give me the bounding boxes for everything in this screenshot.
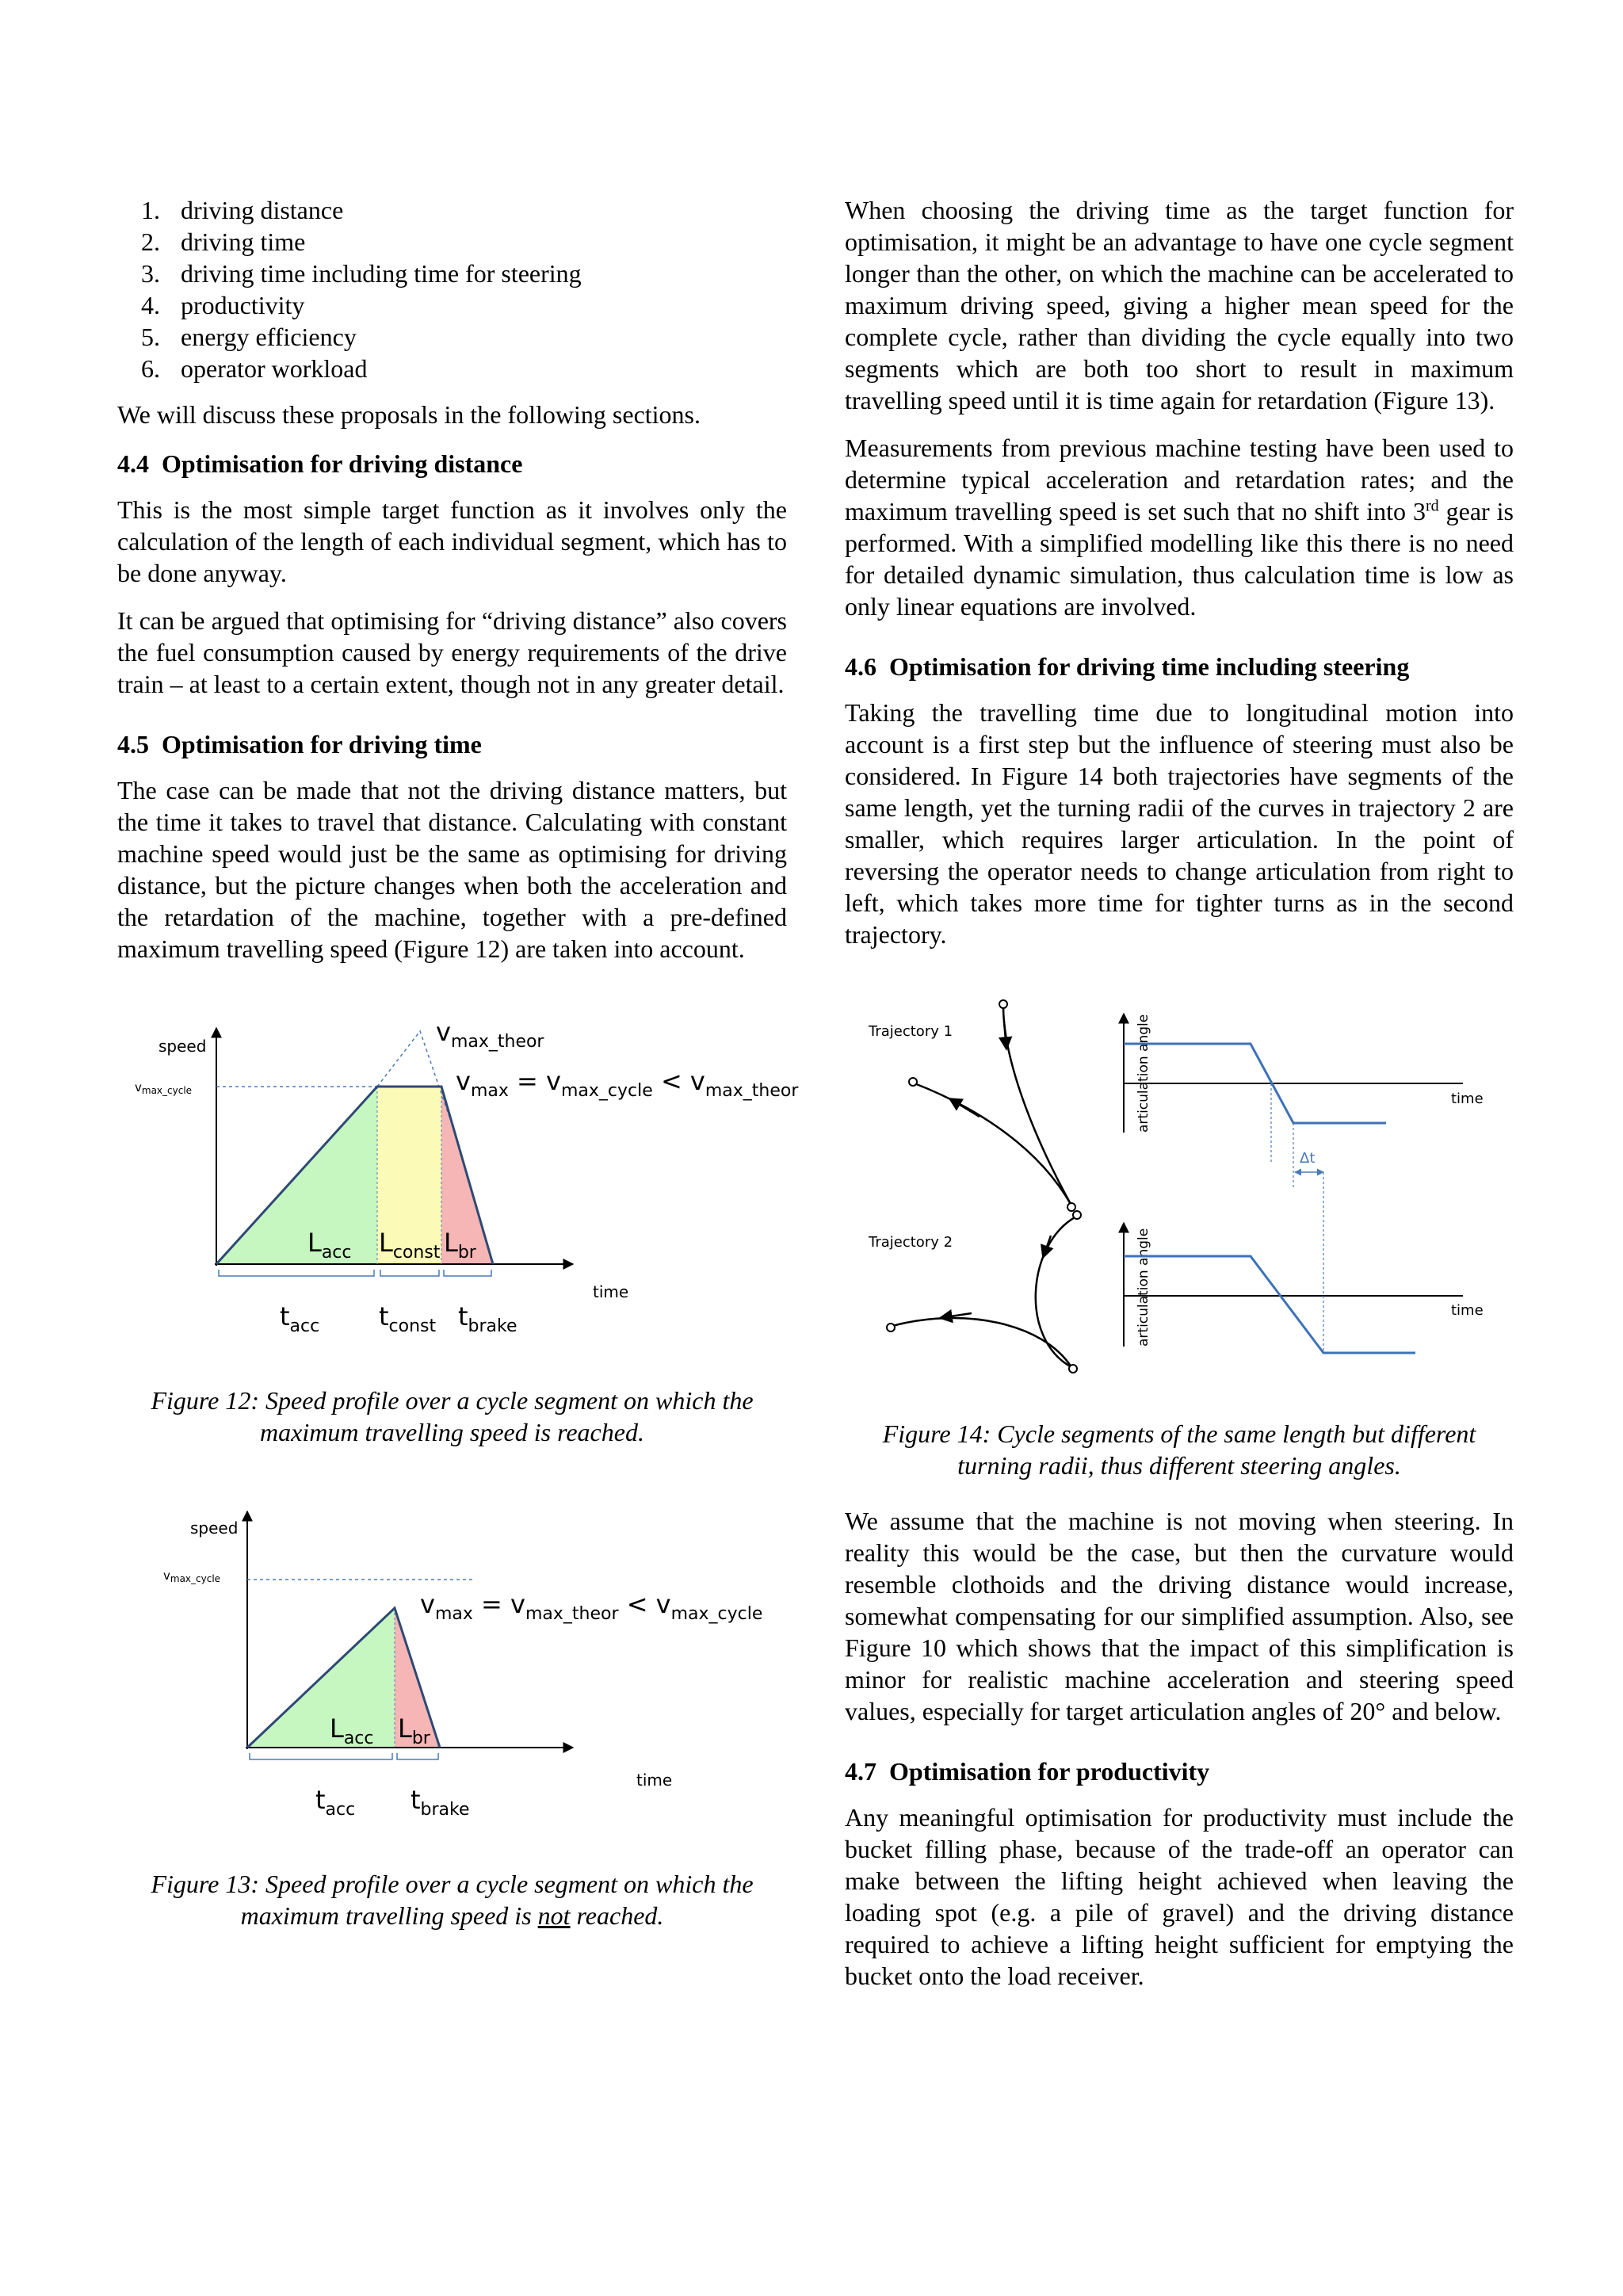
vmax-equation: $v_{max} = v_{max\_cycle} < v_{max\_theor}$ [456, 1066, 799, 1101]
list-item: 6. operator workload [166, 353, 787, 384]
brace-brake [397, 1753, 438, 1759]
paragraph: This is the most simple target function as it involves only the calculation of the length of each individual segment, which has to be done anyway. [117, 495, 787, 587]
figure-12-caption: Figure 12: Speed profile over a cycle segment on which the maximum travelling speed is reached. [151, 1386, 754, 1446]
vmax-equation: $v_{max} = v_{max\_theor} < v_{max\_cycle}$ [420, 1589, 763, 1624]
list-item: 4. productivity [166, 289, 787, 321]
vmax-theor-label: $v_{max\_theor}$ [436, 1017, 544, 1052]
t-brake-label: $t_{brake}$ [411, 1785, 470, 1820]
trajectory-2-label: Trajectory 2 [869, 1234, 953, 1251]
brace-brake [444, 1270, 491, 1276]
trajectory-2-curve-b [892, 1318, 1071, 1367]
x-axis-label: time [593, 1282, 629, 1301]
figure-13-caption [117, 1868, 787, 1931]
chart-2-articulation-line [1124, 1256, 1415, 1353]
brace-acc [250, 1753, 392, 1759]
L-br-label: $L_{br}$ [398, 1713, 430, 1748]
L-const-label: $L_{const}$ [379, 1228, 441, 1263]
t-const-label: $t_{const}$ [379, 1301, 437, 1336]
L-br-label: $L_{br}$ [444, 1228, 476, 1263]
trajectory-1-curve-a [1003, 1006, 1071, 1205]
y-axis-label: speed [158, 1037, 207, 1056]
trajectory-2-curve-a [1036, 1217, 1076, 1367]
text-part: Measurements from previous machine testing have been used to determine typical acceleration and retardation rates; and the maximum travelling speed is set such that no shift into 3 [845, 434, 1514, 525]
section-number: 4.5 [117, 730, 149, 758]
list-item: 3. driving time including time for steering [166, 258, 787, 289]
proposal-list [117, 194, 787, 384]
text-part: gear is performed. With a simplified modelling like this there is no need for detailed dynamic simulation, thus calculation time is low as only linear equations are involved. [845, 497, 1514, 621]
trajectory-2-end [887, 1324, 895, 1331]
chart-1-x-label: time [1451, 1091, 1484, 1107]
trajectory-1-arrow-b [949, 1098, 980, 1117]
section-heading-4-7 [845, 1755, 1514, 1787]
t-acc-label: $t_{acc}$ [315, 1785, 356, 1820]
paragraph: The case can be made that not the driving distance matters, but the time it takes to travel that distance. Calculating with constant machine speed would just be the same as optimising for driving distance, but the picture changes when both the acceleration and the retardation of the machine, together with a pre-defined maximum travelling speed (Figure 12) are taken into account. [117, 776, 787, 963]
section-title: Optimisation for productivity [889, 1757, 1210, 1786]
list-item: 2. driving time [166, 226, 787, 258]
y-axis-label: speed [190, 1519, 239, 1538]
vmax-cycle-label: $v_{max\_cycle}$ [135, 1080, 193, 1096]
trajectory-1-arrow-a [1004, 1022, 1006, 1049]
brace-acc [219, 1270, 374, 1276]
paragraph: When choosing the driving time as the target function for optimisation, it might be an advantage to have one cycle segment longer than the other, on which the machine can be accelerated to maximum driving speed, giving a higher mean speed for the complete cycle, rather than dividing the cycle equally into two segments which are both too short to result in maximum travelling speed until it is time again for retardation (Figure 13). [845, 196, 1514, 415]
section-number: 4.4 [117, 449, 149, 478]
section-title: Optimisation for driving distance [162, 449, 523, 478]
trajectory-1-curve-b [915, 1083, 1071, 1205]
right-column [845, 194, 1514, 2008]
section-number: 4.6 [845, 652, 876, 681]
trajectory-1-reverse-point [1067, 1203, 1075, 1211]
chart-2-y-label: articulation angle [1136, 1228, 1151, 1347]
trajectory-1-end [909, 1078, 917, 1086]
section-title: Optimisation for driving time [162, 730, 482, 758]
trajectory-2-start [1073, 1211, 1081, 1219]
figure-12-speed-profile [117, 996, 799, 1369]
chart-1-y-label: articulation angle [1136, 1014, 1151, 1133]
section-heading-4-5 [117, 728, 787, 760]
section-title: Optimisation for driving time including steering [889, 652, 1410, 681]
trajectory-1-start [999, 1000, 1007, 1008]
list-item: 5. energy efficiency [166, 321, 787, 353]
figure-14-trajectories [845, 982, 1514, 1402]
L-acc-label: $L_{acc}$ [307, 1228, 352, 1263]
intro-paragraph: We will discuss these proposals in the following sections. [117, 400, 701, 429]
paragraph: Taking the travelling time due to longitudinal motion into account is a first step but the influence of steering must also be considered. In Figure 14 both trajectories have segments of the same length, yet the turning radii of the curves in trajectory 2 are smaller, which requires larger articulation. In the point of reversing the operator needs to change articulation from right to left, which takes more time for tighter turns as in the second trajectory. [845, 698, 1514, 949]
trajectory-2-arrow-a [1043, 1236, 1051, 1258]
caption-part: Figure 13: Speed profile over a cycle segment on which the maximum travelling speed is [151, 1870, 754, 1930]
vmax-cycle-label: $v_{max\_cycle}$ [163, 1568, 221, 1584]
list-item: 1. driving distance [166, 194, 787, 226]
L-acc-label: $L_{acc}$ [330, 1713, 374, 1748]
trajectory-2-reverse-point [1069, 1365, 1077, 1373]
chart-2-x-label: time [1451, 1302, 1484, 1319]
paragraph: Any meaningful optimisation for productivity must include the bucket filling phase, because of the trade-off an operator can make between the lifting height achieved when leaving the loading spot (e.g. a pile of gravel) and the driving distance required to achieve a lifting height sufficient for emptying the bucket onto the load receiver. [845, 1803, 1514, 1990]
brace-const [380, 1270, 439, 1276]
paragraph: It can be argued that optimising for “driving distance” also covers the fuel consumption caused by energy requirements of the drive train – at least to a certain extent, though not in any greater detail. [117, 606, 787, 698]
caption-part: reached. [570, 1901, 664, 1930]
paragraph: We assume that the machine is not moving when steering. In reality this would be the case, but then the curvature would resemble clothoids and the driving distance would increase, somewhat compensating for our simplified assumption. Also, see Figure 10 which shows that the impact of this simplification is minor for realistic machine acceleration and steering speed values, especially for target articulation angles of 20° and below. [845, 1507, 1514, 1725]
figure-14-caption: Figure 14: Cycle segments of the same length but different turning radii, thus different steering angles. [882, 1419, 1476, 1480]
section-heading-4-6 [845, 651, 1514, 682]
section-heading-4-4 [117, 448, 787, 479]
paragraph [845, 432, 1514, 622]
left-column [117, 194, 799, 1947]
trajectory-1-label: Trajectory 1 [869, 1023, 953, 1040]
x-axis-label: time [636, 1771, 673, 1790]
delta-t-label: Δt [1300, 1150, 1316, 1167]
figure-13-speed-profile [117, 1480, 787, 1852]
section-number: 4.7 [845, 1757, 876, 1786]
t-acc-label: $t_{acc}$ [280, 1301, 320, 1336]
t-brake-label: $t_{brake}$ [458, 1301, 517, 1336]
caption-underlined: not [537, 1901, 571, 1930]
superscript: rd [1426, 497, 1439, 515]
